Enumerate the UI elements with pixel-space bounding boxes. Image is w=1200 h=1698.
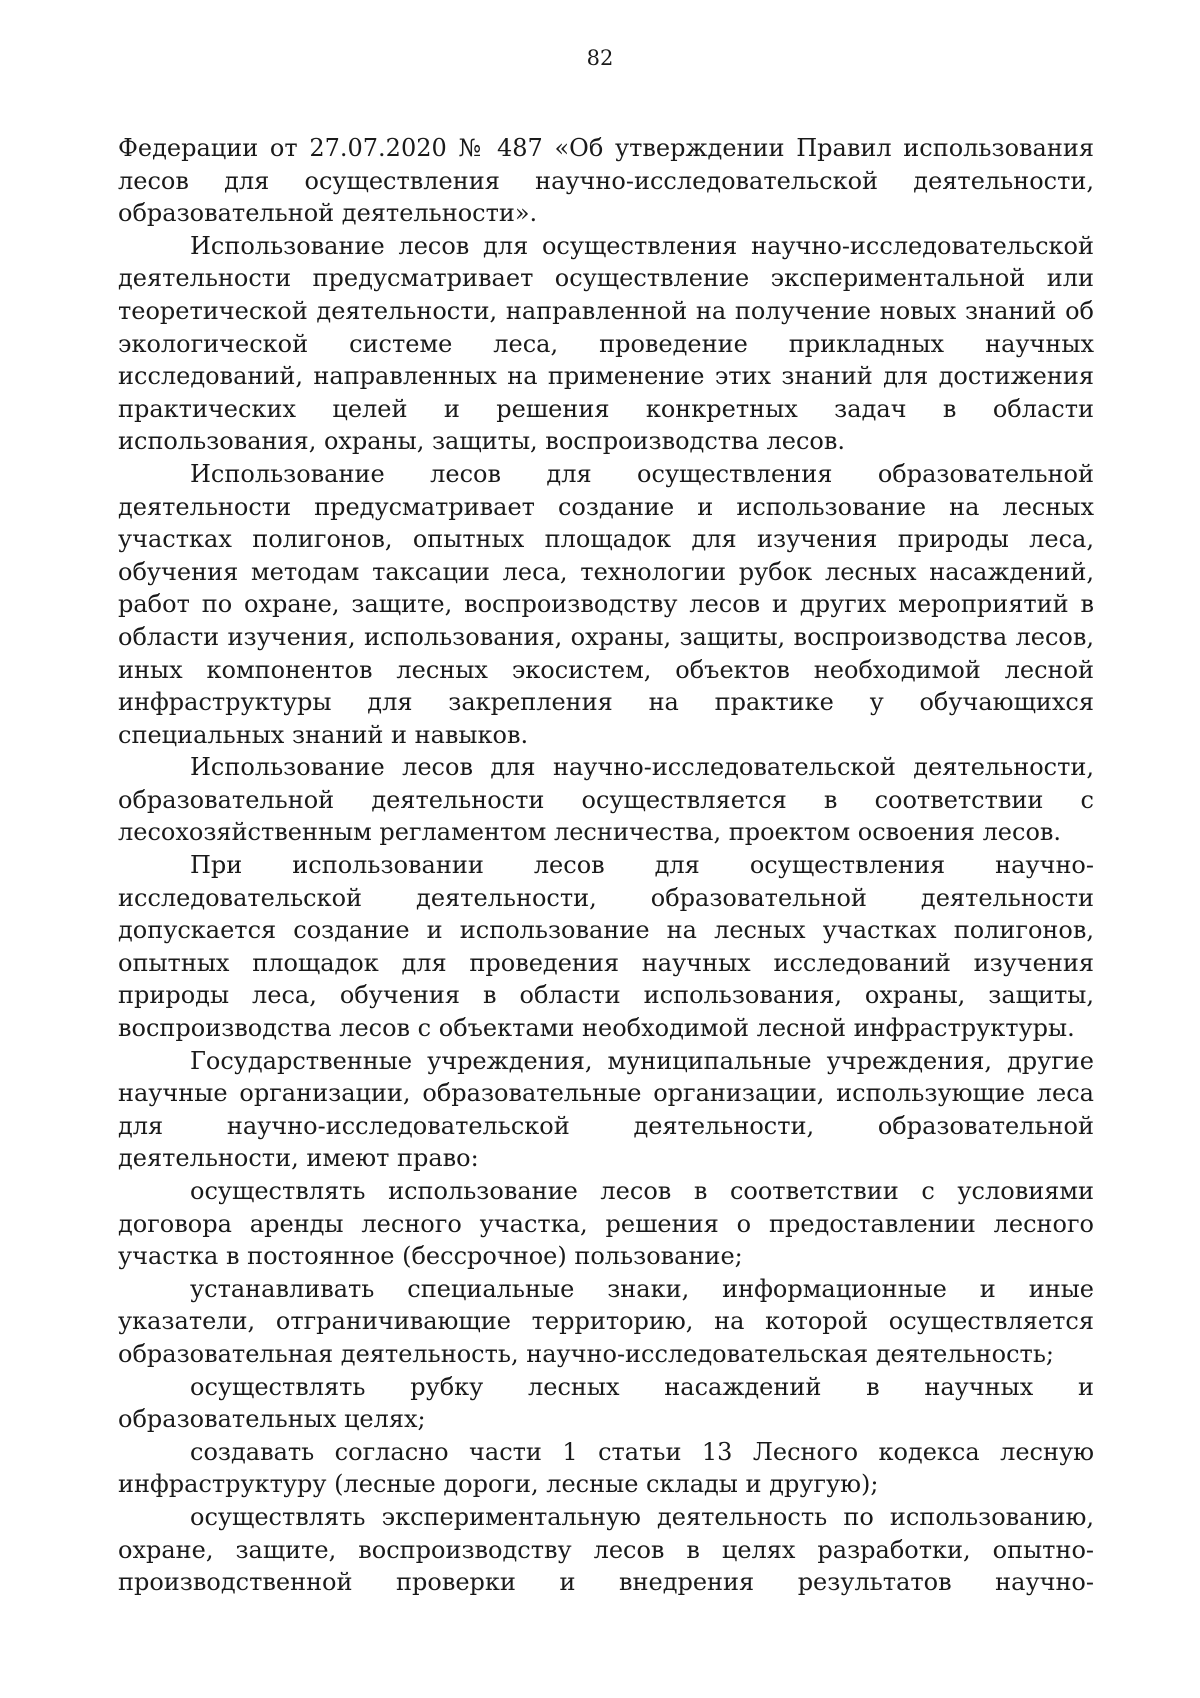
page-number: 82	[586, 46, 614, 70]
list-item-felling: осуществлять рубку лесных насаждений в научных и образовательных целях;	[118, 1372, 1094, 1434]
list-item-infrastructure: создавать согласно части 1 статьи 13 Лесного кодекса лесную инфраструктуру (лесные дороги, лесные склады и другую);	[118, 1437, 1094, 1499]
list-item-lease: осуществлять использование лесов в соответствии с условиями договора аренды лесного участка, решения о предоставлении лесного участка в постоянное (бессрочное) пользование;	[118, 1177, 1094, 1271]
paragraph-research-use: Использование лесов для осуществления научно-исследовательской деятельности предусматривает осуществление экспериментальной или теоретической деятельности, направленной на получение новых знаний об экологической системе леса, проведение прикладных научных исследований, направленных на применение этих знаний для достижения практических целей и решения конкретных задач в области использования, охраны, защиты, воспроизводства лесов.	[118, 231, 1094, 456]
document-body	[118, 132, 1094, 1599]
paragraph-polygons: При использовании лесов для осуществления научно-исследовательской деятельности, образовательной деятельности допускается создание и использование на лесных участках полигонов, опытных площадок для проведения научных исследований изучения природы леса, обучения в области использования, охраны, защиты, воспроизводства лесов с объектами необходимой лесной инфраструктуры.	[118, 851, 1094, 1043]
paragraph-rights-intro: Государственные учреждения, муниципальные учреждения, другие научные организации, образовательные организации, использующие леса для научно-исследовательской деятельности, образовательной деятельности, имеют право:	[118, 1046, 1094, 1173]
paragraph-regulation: Использование лесов для научно-исследовательской деятельности, образовательной деятельности осуществляется в соответствии с лесохозяйственным регламентом лесничества, проектом освоения лесов.	[118, 753, 1094, 847]
paragraph-educational-use: Использование лесов для осуществления образовательной деятельности предусматривает создание и использование на лесных участках полигонов, опытных площадок для изучения природы леса, обучения методам таксации леса, технологии рубок лесных насаждений, работ по охране, защите, воспроизводству лесов и других мероприятий в области изучения, использования, охраны, защиты, воспроизводства лесов, иных компонентов лесных экосистем, объектов необходимой лесной инфраструктуры для закрепления на практике у обучающихся специальных знаний и навыков.	[118, 459, 1094, 749]
paragraph-continuation: Федерации от 27.07.2020 № 487 «Об утверждении Правил использования лесов для осуществления научно-исследовательской деятельности, образовательной деятельности».	[118, 134, 1094, 228]
list-item-experimental: осуществлять экспериментальную деятельность по использованию, охране, защите, воспроизводству лесов в целях разработки, опытно-производственной проверки и внедрения результатов научно-	[118, 1502, 1094, 1597]
list-item-signs: устанавливать специальные знаки, информационные и иные указатели, отграничивающие территорию, на которой осуществляется образовательная деятельность, научно-исследовательская деятельность;	[118, 1274, 1094, 1368]
